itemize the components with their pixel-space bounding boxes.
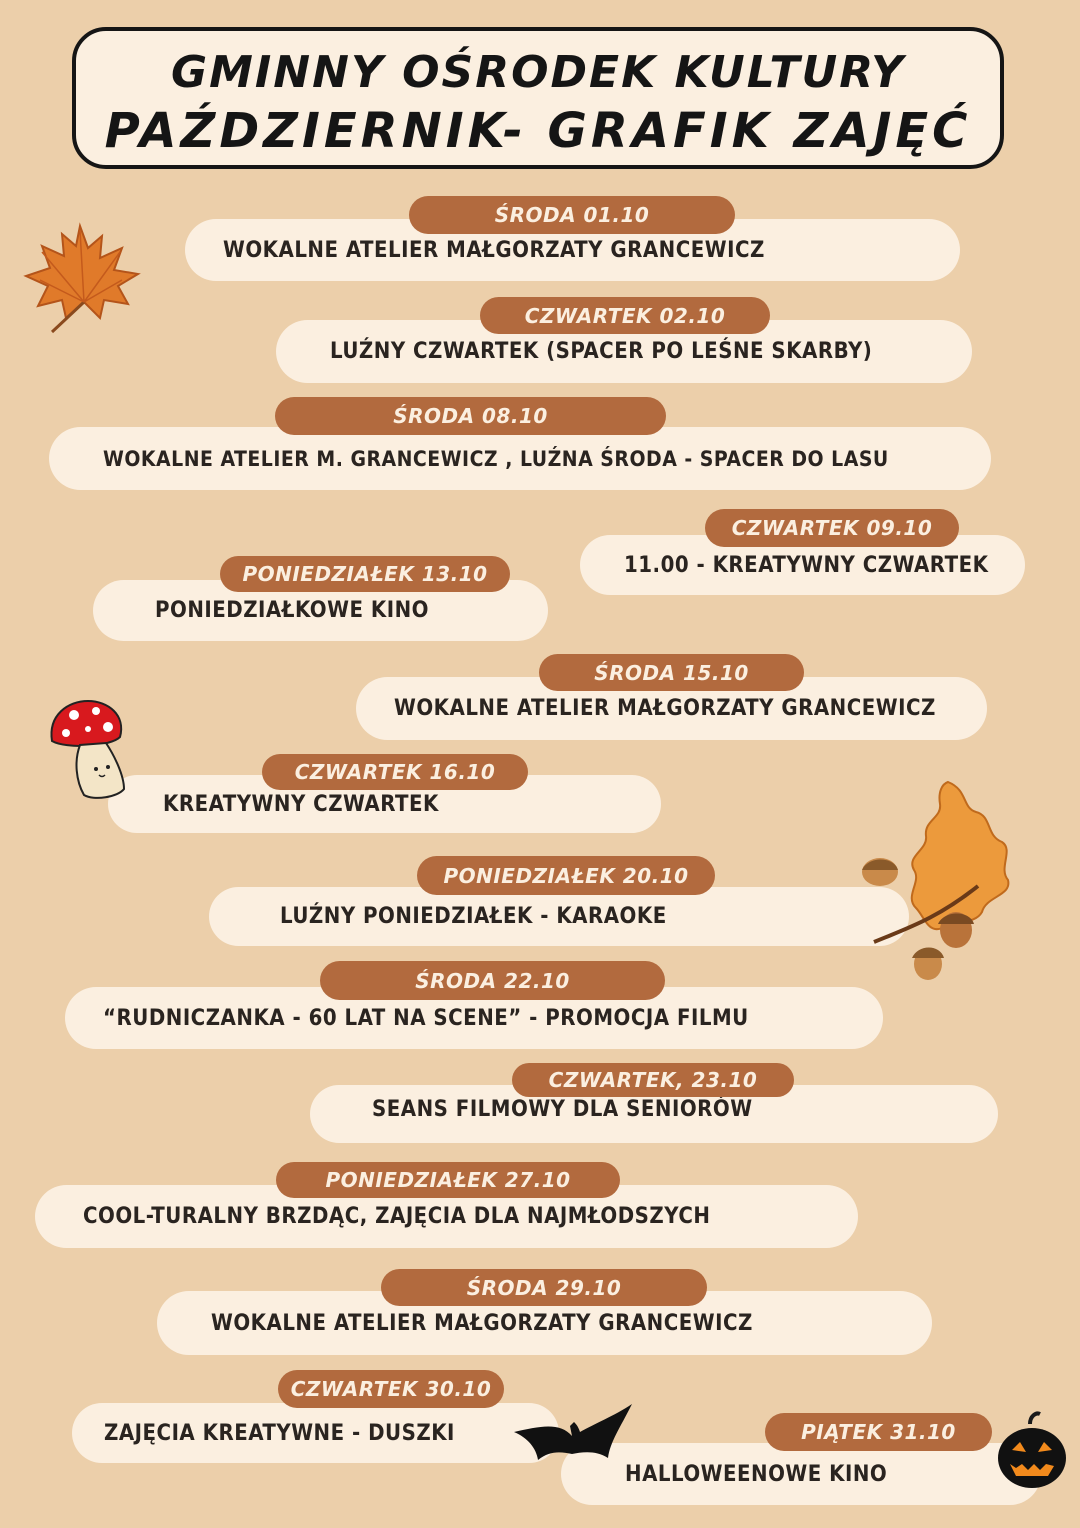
event-date-tag — [512, 1063, 794, 1097]
header-box — [72, 27, 1004, 169]
event-title: HALLOWEENOWE KINO — [625, 1461, 888, 1487]
event-date: PONIEDZIAŁEK 13.10 — [242, 562, 488, 586]
header-subtitle: PAŹDZIERNIK- GRAFIK ZAJĘĆ — [104, 103, 972, 159]
event-pill — [72, 1403, 559, 1463]
event-pill — [49, 427, 991, 490]
event-date: CZWARTEK 16.10 — [294, 760, 496, 784]
event-date-tag — [765, 1413, 992, 1451]
event-date-tag — [278, 1370, 504, 1408]
event-date-tag — [417, 856, 715, 895]
event-title: SEANS FILMOWY DLA SENIORÓW — [372, 1097, 753, 1122]
event-date-tag — [539, 654, 804, 691]
event-date-tag — [275, 397, 666, 435]
header-title: GMINNY OŚRODEK KULTURY — [171, 47, 905, 98]
event-title: LUŹNY PONIEDZIAŁEK - KARAOKE — [280, 904, 667, 929]
event-title: COOL-TURALNY BRZDĄC, ZAJĘCIA DLA NAJMŁODSZYCH — [83, 1204, 711, 1229]
event-date: CZWARTEK 09.10 — [731, 516, 933, 540]
event-date: ŚRODA 01.10 — [494, 203, 650, 227]
event-date: ŚRODA 08.10 — [393, 404, 548, 428]
bat-icon — [510, 1396, 636, 1468]
pumpkin-icon — [996, 1410, 1068, 1490]
event-date-tag — [409, 196, 735, 234]
event-title: 11.00 - KREATYWNY CZWARTEK — [624, 552, 989, 578]
event-title: ZAJĘCIA KREATYWNE - DUSZKI — [104, 1420, 455, 1446]
event-title: WOKALNE ATELIER M. GRANCEWICZ , LUŹNA ŚRODA - SPACER DO LASU — [103, 446, 889, 471]
maple-leaf-icon — [22, 218, 144, 334]
event-title: PONIEDZIAŁKOWE KINO — [155, 598, 429, 623]
event-title: WOKALNE ATELIER MAŁGORZATY GRANCEWICZ — [211, 1310, 753, 1336]
event-title: KREATYWNY CZWARTEK — [163, 791, 439, 817]
event-title: LUŹNY CZWARTEK (SPACER PO LEŚNE SKARBY) — [330, 339, 873, 364]
event-date: ŚRODA 22.10 — [415, 968, 570, 993]
event-date-tag — [320, 961, 665, 1000]
event-date-tag — [480, 297, 770, 334]
event-date-tag — [276, 1162, 620, 1198]
event-date-tag — [262, 754, 528, 790]
event-date: CZWARTEK, 23.10 — [548, 1068, 758, 1092]
event-title: WOKALNE ATELIER MAŁGORZATY GRANCEWICZ — [223, 237, 765, 263]
event-date: CZWARTEK 02.10 — [524, 303, 726, 328]
mushroom-icon — [46, 697, 130, 801]
event-date: ŚRODA 29.10 — [466, 1275, 622, 1300]
event-date-tag — [705, 509, 959, 547]
oak-leaf-acorns-icon — [858, 778, 1018, 982]
event-date-tag — [220, 556, 510, 592]
event-date: PONIEDZIAŁEK 20.10 — [443, 863, 689, 888]
event-date: PIĄTEK 31.10 — [801, 1420, 956, 1444]
event-pill — [209, 887, 909, 946]
event-title: WOKALNE ATELIER MAŁGORZATY GRANCEWICZ — [394, 696, 936, 721]
event-date: ŚRODA 15.10 — [594, 660, 749, 685]
event-date: PONIEDZIAŁEK 27.10 — [325, 1168, 571, 1192]
event-date-tag — [381, 1269, 707, 1306]
event-date: CZWARTEK 30.10 — [290, 1377, 492, 1401]
event-title: “RUDNICZANKA - 60 LAT NA SCENE” - PROMOCJA FILMU — [103, 1005, 749, 1031]
